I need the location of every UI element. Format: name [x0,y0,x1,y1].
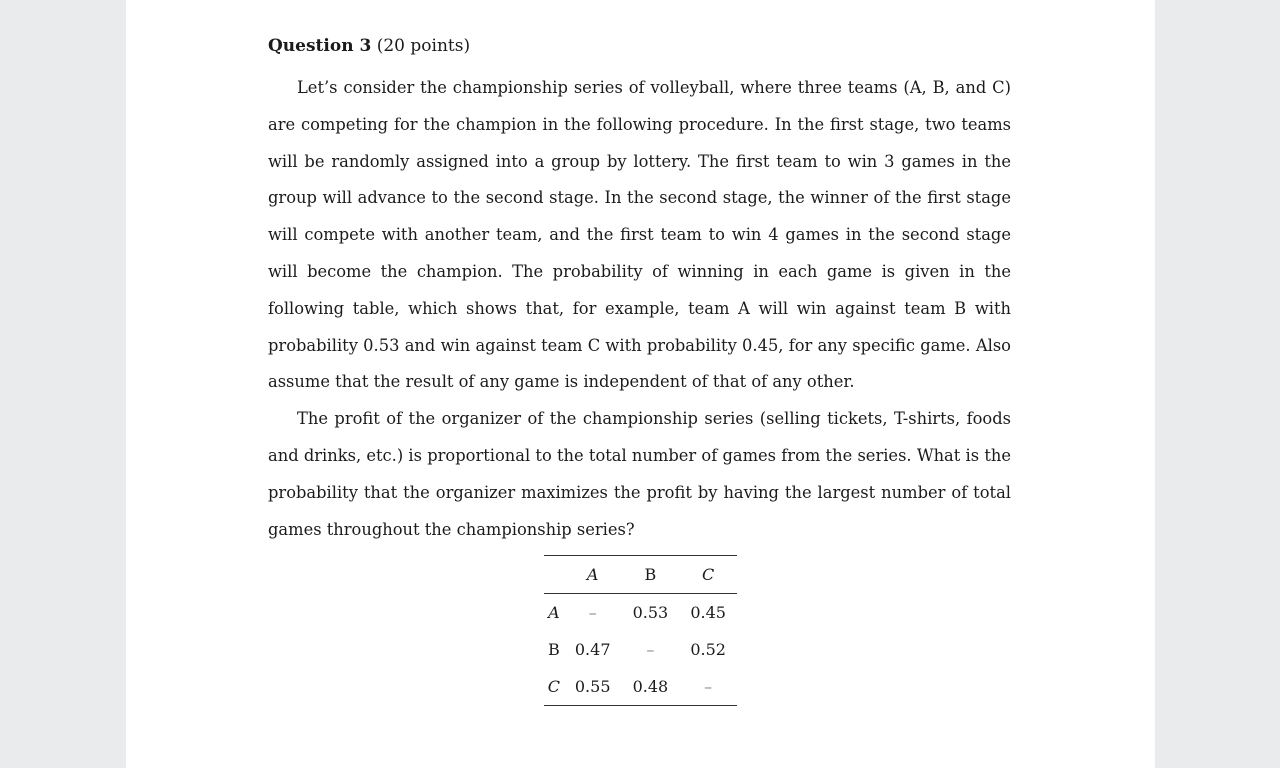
question-number: Question 3 [268,36,372,56]
table-cell: 0.47 [574,640,611,659]
table-row [544,594,737,632]
document-page [126,0,1155,768]
question-title [268,34,1011,58]
table-cell: 0.52 [690,640,726,659]
table-header-cell: B [622,556,680,594]
probability-table-wrapper [544,555,737,706]
probability-table [544,555,737,706]
row-label: B [548,640,560,659]
table-row [544,631,737,668]
paragraph-problem: Let’s consider the championship series of volleyball, where three teams (A, B, and C) are competing for the champion in the following procedure. In the first stage, two teams will be randomly assigned into a group by lottery. The first team to win 3 games in the group will advance to the second stage. In the second stage, the winner of the first stage will compete with another team, and the first team to win 4 games in the second stage will become the champion. The probability of winning in each game is given in the following table, which shows that, for example, team A will win against team B with probability 0.53 and win against team C with probability 0.45, for any specific game. Also assume that the result of any game is independent of that of any other. [268,78,1011,392]
question-points: (20 points) [376,36,471,56]
row-label: C [547,677,561,696]
question-content [268,34,1011,548]
table-header-row [544,556,737,594]
table-header-cell: A [564,556,622,594]
table-header-cell: C [679,556,737,594]
row-label: A [548,603,560,622]
table-cell: – [588,603,597,622]
table-cell: 0.48 [632,677,669,696]
paragraph-question: The profit of the organizer of the championship series (selling tickets, T-shirts, foods and drinks, etc.) is proportional to the total number of games from the series. What is the probability that the organizer maximizes the profit by having the largest number of total games throughout the championship series? [268,409,1011,539]
table-cell: – [646,640,655,659]
table-header-corner [544,556,564,594]
table-cell: – [704,677,713,696]
table-cell: 0.55 [574,677,611,696]
table-cell: 0.45 [690,603,726,622]
table-cell: 0.53 [632,603,669,622]
table-row [544,668,737,706]
